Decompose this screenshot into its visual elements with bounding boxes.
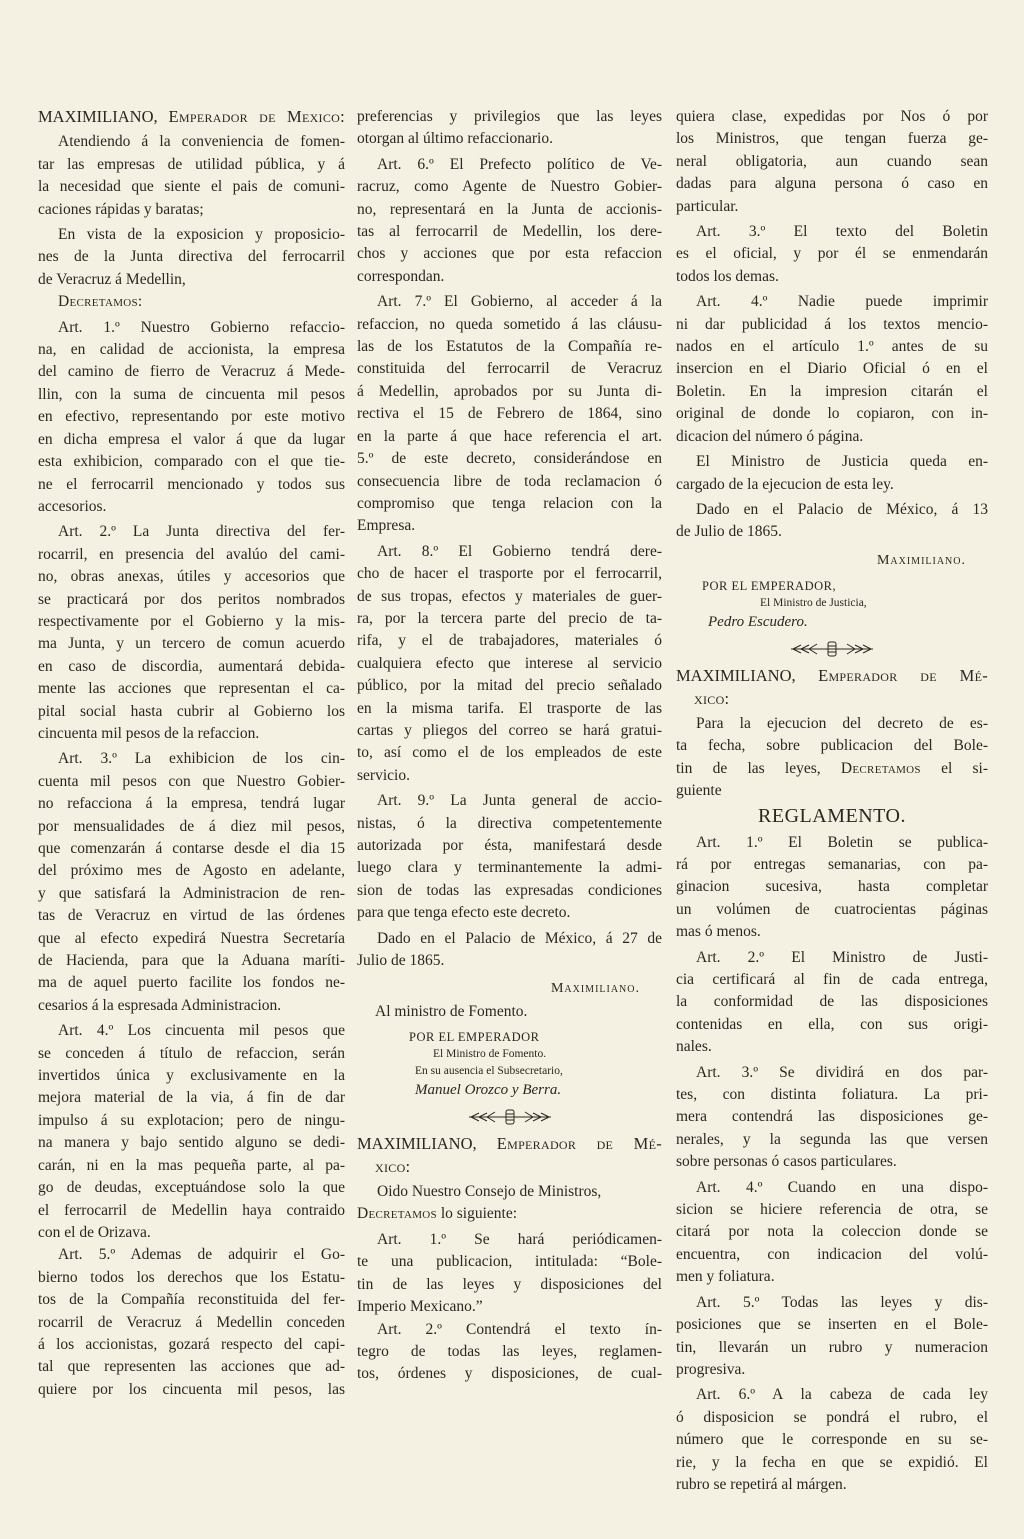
column-1: [38, 106, 345, 1401]
text-line: encuentra, con indicacion del volú-: [676, 1245, 988, 1263]
heading-block: [676, 665, 988, 710]
text-line: de Hacienda, para que la Aduana maríti-: [38, 952, 345, 970]
text-line: un volúmen de cuatrocientas páginas: [676, 900, 988, 918]
text-line: posiciones que se inserten en el Bole-: [676, 1316, 988, 1334]
text-line: ra, por la tercera parte del precio de ta-: [357, 609, 662, 627]
text-line: Art. 3.º Se dividirá en dos par-: [696, 1063, 988, 1081]
text-line: rubro se repetirá al márgen.: [676, 1475, 847, 1493]
text-line: El Ministro de Justicia,: [760, 597, 867, 610]
text-line: ne el ferrocarril mencionado y todos sus: [38, 475, 345, 493]
text-line: Art. 6.º El Prefecto político de Ve-: [377, 155, 662, 173]
text-line: caciones rápidas y baratas;: [38, 200, 204, 218]
text-line: ma de aquel puerto facilite los fondos ne-: [38, 974, 345, 992]
text-segment: MAXIMILIANO,: [357, 1134, 497, 1154]
text-line: Oido Nuestro Consejo de Ministros,: [377, 1183, 602, 1201]
text-line: REGLAMENTO.: [758, 804, 906, 827]
text-line: Boletin. En la impresion citarán el: [676, 382, 988, 400]
sig-right-block: [676, 550, 988, 572]
text-line: no, representará en la Junta de accionis-: [357, 200, 662, 218]
text-line: Art. 9.º La Junta general de accio-: [377, 792, 662, 810]
text-line: en la parte á que hace referencia el art.: [357, 427, 662, 445]
sig-right-block: [357, 978, 662, 1000]
text-line: en caso de discordia, aumentará debida-: [38, 657, 345, 675]
text-segment: MAXIMILIANO,: [676, 666, 819, 686]
text-line: carán, ni en la mas pequeña parte, al pa-: [38, 1156, 345, 1174]
text-line: quiere por los cincuenta mil pesos, las: [38, 1380, 345, 1398]
text-line: particular.: [676, 197, 739, 215]
text-line: sion de todas las expresadas condiciones: [357, 881, 662, 899]
text-line: ma Junta, y un tercero de comun acuerdo: [38, 635, 345, 653]
text-line: go de deudas, exceptuándose solo la que: [38, 1179, 345, 1197]
paragraph: [38, 131, 345, 221]
paragraph: [357, 291, 662, 537]
paragraph: [676, 713, 988, 803]
text-line: Art. 1.º Se hará periódicamen-: [377, 1230, 662, 1248]
text-line: y que satisfará la Administracion de ren-: [38, 884, 345, 902]
heading-block: [357, 1133, 662, 1178]
text-line: preferencias y privilegios que las leyes: [357, 108, 662, 125]
text-line: [357, 1133, 662, 1155]
text-line: [676, 758, 988, 780]
text-line: Atendiendo á la conveniencia de fomen-: [58, 133, 345, 151]
text-line: sicion se hiciere referencia de otra, se: [676, 1201, 988, 1219]
text-line: invertidos única y exclusivamente en la: [38, 1067, 345, 1085]
text-line: cesarios á la espresada Administracion.: [38, 996, 282, 1014]
text-line: público, por la mitad del precio señalado: [357, 677, 662, 695]
heading-block: [38, 106, 345, 128]
text-line: [357, 1156, 662, 1178]
text-line: servicio.: [357, 766, 410, 784]
text-line: las de los Estatutos de la Compañía re-: [357, 338, 662, 356]
text-line: 5.º de este decreto, considerándose en: [357, 450, 662, 468]
text-line: insercion en el Diario Oficial ó en el: [676, 360, 988, 378]
paragraph: [676, 221, 988, 288]
text-line: á Medellin, aprobados por su Junta di-: [357, 382, 662, 400]
paragraph: [676, 832, 988, 944]
text-line: se conceden á título de refaccion, serán: [38, 1044, 345, 1062]
text-line: no, obras anexas, útiles y accesorios que: [38, 568, 345, 586]
text-line: guiente: [676, 782, 722, 800]
text-line: [676, 688, 988, 710]
text-line: rá por entregas semanarias, con pa-: [676, 855, 988, 873]
text-line: para que tenga efecto este decreto.: [357, 904, 571, 922]
ornament-block: [357, 1105, 662, 1129]
text-line: [676, 665, 988, 687]
text-line: luego clara y terminantemente la admi-: [357, 859, 662, 877]
paragraph: [676, 1177, 988, 1289]
small-caps-segment: Decretamos: [357, 1205, 437, 1223]
text-line: de Julio de 1865.: [676, 523, 782, 541]
text-line: contenidas en ella, con sus origi-: [676, 1015, 988, 1033]
text-line: cualquiera efecto que interese al servicio: [357, 654, 662, 672]
text-line: Art. 8.º El Gobierno tendrá dere-: [377, 542, 662, 560]
text-line: tin, llevarán un rubro y numeracion: [676, 1338, 988, 1356]
text-line: chos y acciones que por esta refaccion: [357, 245, 662, 263]
text-line: Art. 4.º Cuando en una dispo-: [696, 1178, 988, 1196]
text-line: Para la ejecucion del decreto de es-: [696, 714, 988, 732]
paragraph: [676, 499, 988, 544]
text-line: quiera clase, expedidas por Nos ó por: [676, 108, 988, 125]
decl-block: [38, 291, 345, 313]
paragraph: [676, 451, 988, 496]
paragraph: [676, 106, 988, 218]
text-line: del próximo mes de Agosto en adelante,: [38, 862, 345, 880]
column-2: [357, 106, 662, 1386]
text-line: Art. 5.º Ademas de adquirir el Go-: [58, 1246, 345, 1264]
text-line: cargado de la ejecucion de esta ley.: [676, 475, 894, 493]
text-line: es el oficial, y por él se enmendarán: [676, 245, 988, 263]
text-line: consecuencia libre de toda reclamacion ó: [357, 472, 662, 490]
text-line: Dado en el Palacio de México, á 13: [696, 500, 988, 518]
paragraph: [357, 1181, 662, 1203]
small-caps-segment: Emperador de Mexico:: [168, 107, 345, 126]
text-line: na, en calidad de accionista, la empresa: [38, 341, 345, 359]
text-line: de Veracruz á Medellin,: [38, 270, 186, 288]
text-line: se practicará por dos peritos nombrados: [38, 590, 345, 608]
text-line: la necesidad que siente el pais de comuni-: [38, 178, 345, 196]
text-line: tar las empresas de utilidad pública, y á: [38, 155, 345, 173]
text-line: rie, y la fecha en que se expidió. El: [676, 1453, 988, 1471]
text-line: mejora material de la via, á fin de dar: [38, 1089, 345, 1107]
text-line: nales.: [676, 1038, 712, 1056]
text-segment: MAXIMILIANO,: [38, 107, 169, 126]
paragraph: [38, 748, 345, 1017]
paragraph: [38, 1244, 345, 1401]
text-line: tegro de todas las leyes, reglamen-: [357, 1342, 662, 1360]
text-line: rifa, y el de trabajadores, materiales ó: [357, 632, 662, 650]
small-caps-segment: xico:: [694, 688, 730, 708]
text-line: constituida del ferrocarril de Veracruz: [357, 360, 662, 378]
text-line: cuenta mil pesos con que Nuestro Gobier-: [38, 772, 345, 790]
text-line: nistas, ó la directiva competentemente: [357, 814, 662, 832]
text-line: En vista de la exposicion y proposicio-: [58, 226, 345, 244]
paragraph: [38, 224, 345, 291]
paragraph: [357, 106, 662, 151]
text-line: Art. 1.º El Boletin se publica-: [696, 833, 988, 851]
text-line: Art. 5.º Todas las leyes y dis-: [696, 1293, 988, 1311]
text-line: En su ausencia el Subsecretario,: [415, 1065, 563, 1078]
paragraph: [357, 1229, 662, 1319]
text-line: que al efecto expedirá Nuestra Secretaría: [38, 929, 345, 947]
text-line: refaccion, no queda sometido á las cláusu-: [357, 315, 662, 333]
text-line: ginacion sucesiva, hasta completar: [676, 878, 988, 896]
text-line: Dado en el Palacio de México, á 27 de: [377, 929, 662, 947]
title-block: [676, 803, 988, 829]
paragraph: [676, 1292, 988, 1382]
paragraph: [676, 1384, 988, 1496]
text-line: tes, con distinta foliatura. La pri-: [676, 1086, 988, 1104]
text-line: dicacion del número ó página.: [676, 427, 864, 445]
text-line: tos, órdenes y disposiciones, de cual-: [357, 1365, 662, 1383]
text-line: nados en el artículo 1.º antes de su: [676, 338, 988, 356]
text-line: pital social hasta cubrir al Gobierno los: [38, 702, 345, 720]
text-line: tos de la Compañía reconstituida del fer-: [38, 1291, 345, 1309]
text-line: cartas y pliegos del correo se hará gratui-: [357, 721, 662, 739]
small-caps-segment: xico:: [375, 1156, 411, 1176]
text-line: Art. 4.º Los cincuenta mil pesos que: [58, 1022, 345, 1040]
paragraph: [357, 154, 662, 288]
ornament-block: [676, 637, 988, 661]
text-line: ó disposicion se pondrá el rubro, el: [676, 1408, 988, 1426]
text-line: [357, 1203, 662, 1225]
text-line: bierno todos los derechos que los Estatu-: [38, 1268, 345, 1286]
text-line: tas al ferrocarril de Medellin, los dere-: [357, 223, 662, 241]
text-line: to, así como el de los empleados de este: [357, 744, 662, 762]
text-line: Art. 3.º El texto del Boletin: [696, 223, 988, 241]
text-line: los Ministros, que tengan fuerza ge-: [676, 130, 988, 148]
text-line: impulso á su explotacion; pero de ningu-: [38, 1111, 345, 1129]
fleuron-ornament-icon: [787, 639, 877, 659]
text-line: dadas para alguna persona ó caso en: [676, 175, 988, 193]
text-line: men y foliatura.: [676, 1268, 775, 1286]
text-line: el ferrocarril de Medellin haya contraido: [38, 1201, 345, 1219]
small-caps-segment: Decretamos:: [58, 293, 143, 311]
text-line: respectivamente por el Gobierno y la mis-: [38, 612, 345, 630]
text-line: cho de hacer el trasporte por el ferrocarril,: [357, 565, 662, 583]
text-line: Art. 4.º Nadie puede imprimir: [696, 293, 988, 311]
text-line: mera contendrá las disposiciones ge-: [676, 1108, 988, 1126]
text-line: POR EL EMPERADOR: [409, 1030, 540, 1045]
text-line: otorgan al último refaccionario.: [357, 130, 553, 148]
small-block-block: [357, 1029, 662, 1101]
text-line: mas ó menos.: [676, 923, 761, 941]
small-caps-segment: Emperador de Mé-: [496, 1134, 662, 1154]
text-line: sobre personas ó casos particulares.: [676, 1153, 897, 1171]
text-line: Manuel Orozco y Berra.: [415, 1082, 562, 1099]
text-line: te una publicacion, intitulada: “Bole-: [357, 1253, 662, 1271]
small-caps-segment: Decretamos: [840, 759, 921, 777]
text-line: en efectivo, representando por este motivo: [38, 408, 345, 426]
paragraph: [357, 1203, 662, 1225]
text-line: Pedro Escudero.: [708, 614, 808, 631]
text-line: Imperio Mexicano.”: [357, 1298, 483, 1316]
text-line: cia certificará al fin de cada entrega,: [676, 971, 988, 988]
text-line: [38, 291, 345, 313]
text-line: Art. 3.º La exhibicion de los cin-: [58, 750, 345, 768]
text-line: de sus tropas, efectos y materiales de guer-: [357, 587, 662, 605]
text-line: compromiso que tenga relacion con la: [357, 494, 662, 512]
text-line: POR EL EMPERADOR,: [702, 579, 837, 594]
text-line: Empresa.: [357, 517, 416, 535]
text-segment: el si-: [920, 759, 989, 777]
text-line: rocarril de Veracruz á Medellin conceden: [38, 1313, 345, 1331]
text-line: tas de Veracruz en virtud de las órdenes: [38, 907, 345, 925]
text-line: número que le corresponde en su se-: [676, 1431, 988, 1449]
text-line: neral obligatoria, aun cuando sean: [676, 152, 988, 170]
text-line: citará por nota la coleccion donde se: [676, 1223, 988, 1241]
paragraph: [38, 1020, 345, 1244]
text-line: racruz, como Agente de Nuestro Gobier-: [357, 178, 662, 196]
fleuron-ornament-icon: [465, 1107, 555, 1127]
text-line: cincuenta mil pesos de la refaccion.: [38, 724, 260, 742]
text-line: Art. 2.º El Ministro de Justi-: [696, 948, 988, 966]
text-line: en la misma tarifa. El trasporte de las: [357, 699, 662, 717]
small-caps-segment: Emperador de Mé-: [818, 666, 988, 686]
paragraph: [676, 291, 988, 448]
addressee-block: [357, 1001, 662, 1023]
text-line: [38, 106, 345, 128]
text-line: El Ministro de Justicia queda en-: [696, 453, 988, 471]
text-line: progresiva.: [676, 1360, 746, 1378]
paragraph: [38, 521, 345, 745]
text-line: Art. 1.º Nuestro Gobierno refaccio-: [58, 318, 345, 336]
text-line: Art. 6.º A la cabeza de cada ley: [696, 1386, 988, 1404]
text-line: rocarril, en presencia del avalúo del cami-: [38, 545, 345, 563]
text-line: El Ministro de Fomento.: [433, 1048, 547, 1061]
text-segment: lo siguiente:: [436, 1205, 518, 1223]
text-line: llin, con la suma de cincuenta mil pesos: [38, 385, 345, 403]
text-line: autorizada por ésta, manifestará desde: [357, 837, 662, 854]
column-3: [676, 106, 988, 1496]
text-line: ta fecha, sobre publicacion del Bole-: [676, 737, 988, 755]
text-line: tal que representen las acciones que ad-: [38, 1358, 345, 1376]
small-block-block: [676, 578, 988, 633]
paragraph: [357, 1319, 662, 1386]
text-line: que comenzarán á contarse desde el dia 15: [38, 840, 345, 857]
text-line: Art. 7.º El Gobierno, al acceder á la: [377, 293, 662, 311]
text-line: accesorios.: [38, 497, 107, 515]
text-line: Al ministro de Fomento.: [375, 1002, 528, 1020]
paragraph: [357, 928, 662, 973]
text-line: Art. 2.º La Junta directiva del fer-: [58, 523, 345, 541]
text-line: no refacciona á la empresa, tendrá lugar: [38, 795, 345, 813]
text-line: nes de la Junta directiva del ferrocarril: [38, 248, 345, 266]
text-line: ni dar publicidad á los textos mencio-: [676, 315, 988, 333]
paragraph: [357, 790, 662, 924]
text-line: Art. 2.º Contendrá el texto ín-: [377, 1320, 662, 1338]
text-line: na manera y bajo sentido alguno se dedi-: [38, 1134, 345, 1152]
paragraph: [676, 1062, 988, 1174]
text-line: Maximiliano.: [550, 981, 640, 997]
text-line: rectiva el 15 de Febrero de 1864, sino: [357, 405, 662, 423]
paragraph: [38, 317, 345, 519]
text-line: correspondan.: [357, 267, 445, 285]
text-line: Maximiliano.: [876, 552, 966, 568]
text-line: con el de Orizava.: [38, 1223, 151, 1241]
paragraph: [676, 947, 988, 1059]
text-line: por mensualidades de á diez mil pesos,: [38, 817, 345, 835]
text-line: todos los demas.: [676, 267, 779, 285]
text-line: la conformidad de las disposiciones: [676, 993, 988, 1011]
text-line: Julio de 1865.: [357, 952, 445, 970]
text-line: en dicha empresa el valor á que da lugar: [38, 430, 345, 448]
text-segment: tin de las leyes,: [676, 759, 841, 777]
text-line: nerales, y la segunda las que versen: [676, 1130, 988, 1148]
text-line: esta exhibicion, comparado con el que tie-: [38, 453, 345, 471]
text-line: del camino de fierro de Veracruz á Mede-: [38, 363, 345, 381]
paragraph: [357, 541, 662, 787]
text-line: original de donde lo copiaron, con in-: [676, 405, 988, 423]
text-line: tin de las leyes y disposiciones del: [357, 1275, 662, 1293]
text-line: mente las acciones que representan el ca-: [38, 680, 345, 698]
text-line: á los accionistas, gozará respecto del capi-: [38, 1335, 345, 1353]
